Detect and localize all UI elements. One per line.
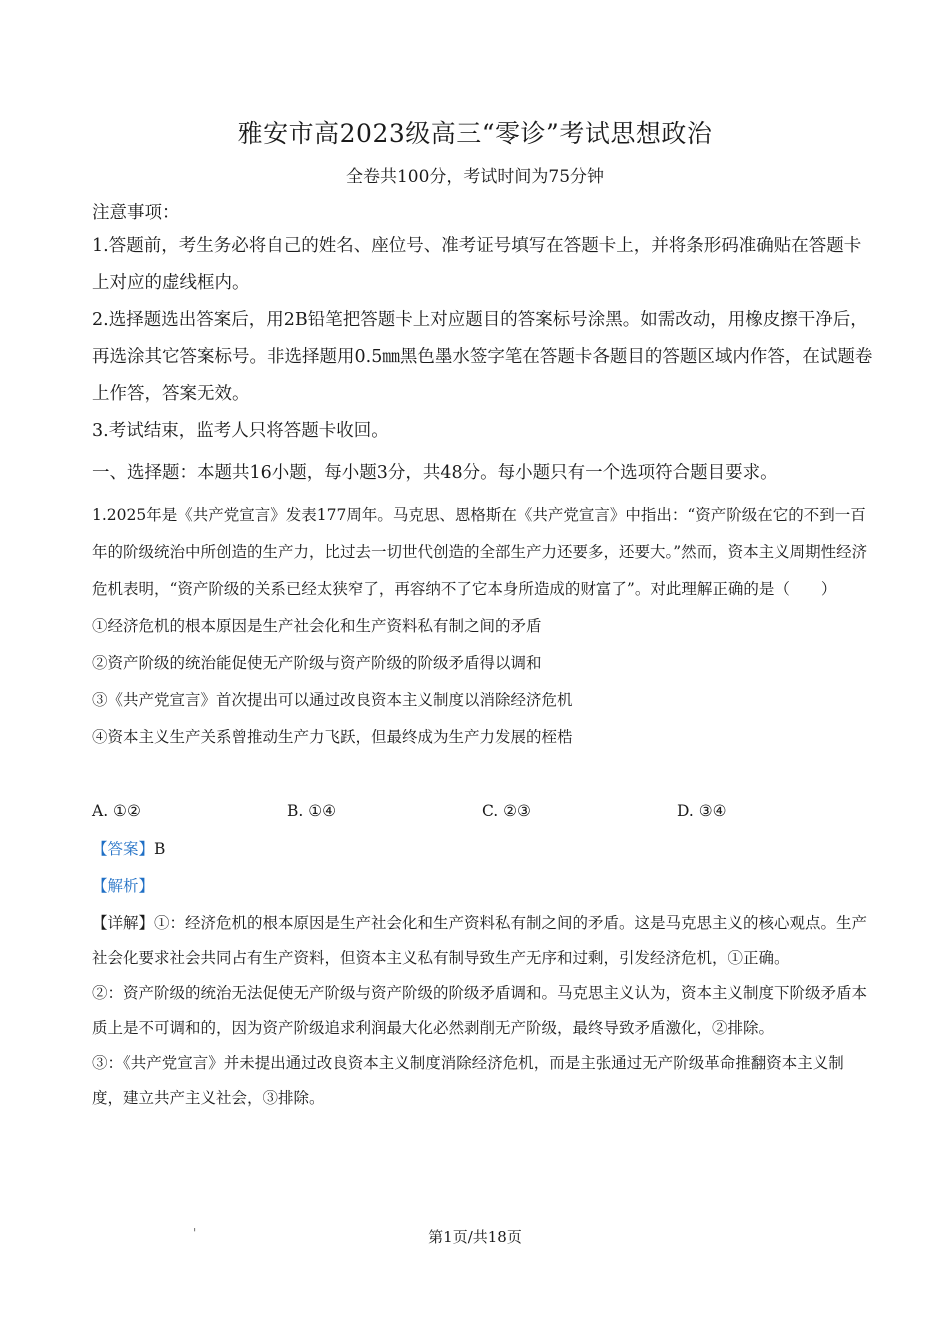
- note-item-1: 1.答题前，考生务必将自己的姓名、座位号、准考证号填写在答题卡上，并将条形码准确贴在答题卡上对应的虚线框内。: [92, 236, 862, 293]
- answer-line: [92, 833, 165, 865]
- answer-value: B: [154, 840, 166, 858]
- detail-paragraph-3: ③：《共产党宣言》并未提出通过改良资本主义制度消除经济危机，而是主张通过无产阶级革命推翻资本主义制度，建立共产主义社会，③排除。: [92, 1054, 844, 1107]
- option-c: C. ②③: [482, 802, 531, 820]
- detail-section: [92, 906, 874, 1116]
- option-d: D. ③④: [677, 802, 727, 820]
- statement-1: ①经济危机的根本原因是生产社会化和生产资料私有制之间的矛盾: [92, 617, 542, 635]
- section-title: 一、选择题：本题共16小题，每小题3分，共48分。每小题只有一个选项符合题目要求。: [92, 463, 778, 483]
- notes-heading: 注意事项：: [92, 203, 180, 223]
- analysis-line: [92, 870, 154, 902]
- question-1: [92, 497, 874, 756]
- statement-2: ②资产阶级的统治能促使无产阶级与资产阶级的阶级矛盾得以调和: [92, 654, 542, 672]
- question-stem: 1.2025年是《共产党宣言》发表177周年。马克思、恩格斯在《共产党宣言》中指出：“资产阶级在它的不到一百年的阶级统治中所创造的生产力，比过去一切世代创造的全部生产力还要多，还要大。”然而，资本主义周期性经济危机表明，“资产阶级的关系已经太狭窄了，再容纳不了它本身所造成的财富了”。对此理解正确的是（ ）: [92, 506, 868, 598]
- statement-4: ④资本主义生产关系曾推动生产力飞跃，但最终成为生产力发展的桎梏: [92, 728, 573, 746]
- footer-mark: ': [193, 1226, 197, 1240]
- answer-tag: 【答案】: [92, 840, 155, 858]
- detail-paragraph-1: [92, 906, 874, 976]
- option-a: A. ①②: [92, 802, 141, 820]
- exam-subtitle: 全卷共100分，考试时间为75分钟: [345, 167, 605, 187]
- notes-section: [92, 198, 874, 450]
- analysis-tag: 【解析】: [92, 877, 155, 895]
- page-number: 第1页/共18页: [428, 1228, 522, 1246]
- detail-tag: 【详解】: [92, 914, 155, 932]
- detail-text-1: ①：经济危机的根本原因是生产社会化和生产资料私有制之间的矛盾。这是马克思主义的核心观点。生产社会化要求社会共同占有生产资料，但资本主义私有制导致生产无序和过剩，引发经济危机，①正确。: [92, 914, 868, 967]
- note-item-3: 3.考试结束，监考人只将答题卡收回。: [92, 421, 389, 441]
- statement-3: ③《共产党宣言》首次提出可以通过改良资本主义制度以消除经济危机: [92, 691, 573, 709]
- page-title: 雅安市高2023级高三“零诊”考试思想政治: [237, 119, 713, 148]
- detail-paragraph-2: ②：资产阶级的统治无法促使无产阶级与资产阶级的阶级矛盾调和。马克思主义认为，资本主义制度下阶级矛盾本质上是不可调和的，因为资产阶级追求利润最大化必然剥削无产阶级，最终导致矛盾激化，②排除。: [92, 984, 868, 1037]
- note-item-2: 2.选择题选出答案后，用2B铅笔把答题卡上对应题目的答案标号涂黑。如需改动，用橡皮擦干净后，再选涂其它答案标号。非选择题用0.5㎜黑色墨水签字笔在答题卡各题目的答题区域内作答，在试题卷上作答，答案无效。: [92, 310, 873, 404]
- option-b: B. ①④: [287, 802, 337, 820]
